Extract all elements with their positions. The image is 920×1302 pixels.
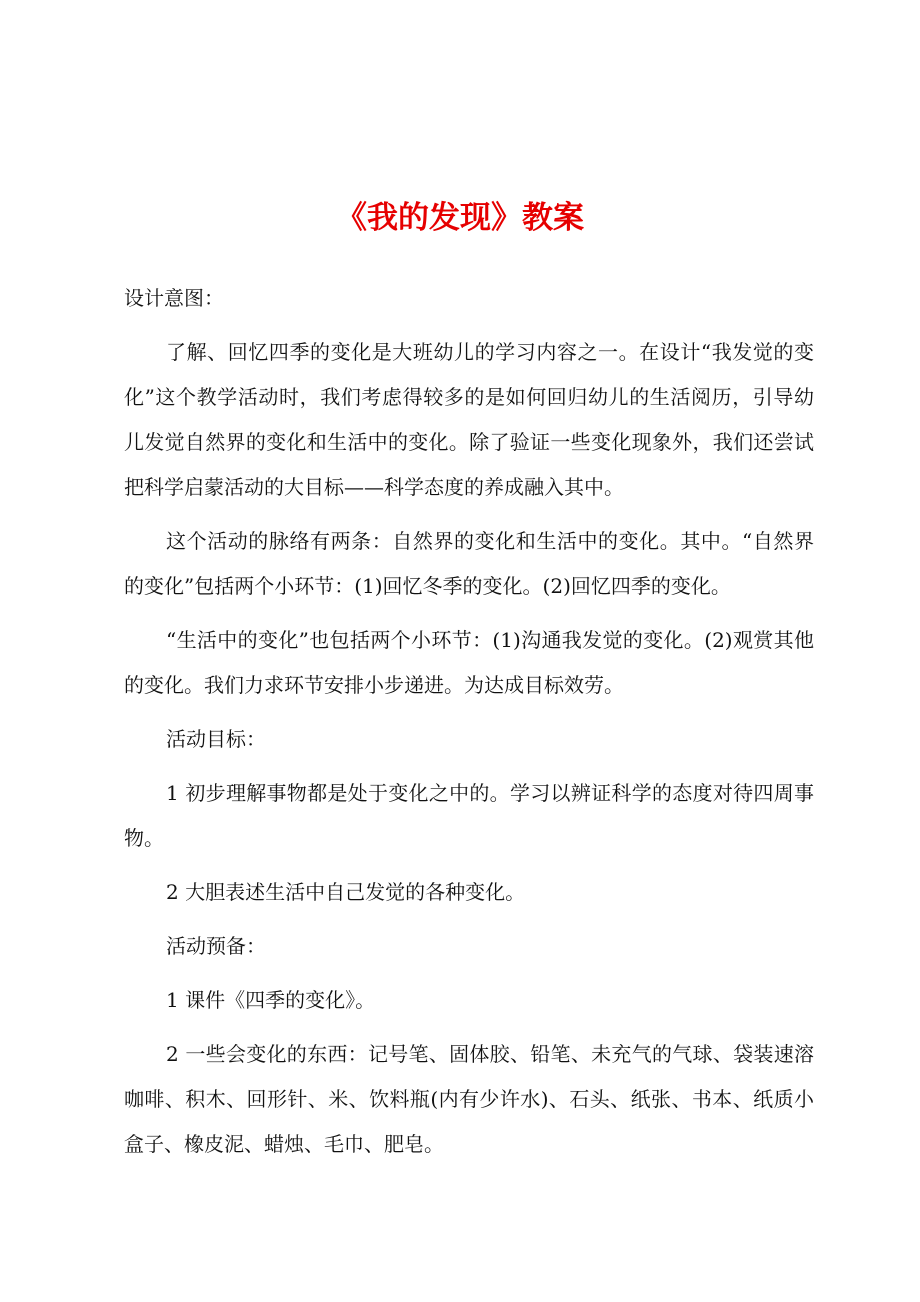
document-body bbox=[124, 276, 814, 1176]
document-title: 《我的发现》教案 bbox=[336, 200, 584, 236]
section-heading-activity-goals: 活动目标： bbox=[166, 727, 266, 751]
preparation-item-1: 1 课件《四季的变化》。 bbox=[166, 988, 376, 1012]
paragraph-design-intent: 了解、回忆四季的变化是大班幼儿的学习内容之一。在设计“我发觉的变化”这个教学活动时，我们考虑得较多的是如何回归幼儿的生活阅历，引导幼儿发觉自然界的变化和生活中的变化。除了验证一些变化现象外，我们还尝试把科学启蒙活动的大目标——科学态度的养成融入其中。 bbox=[124, 340, 814, 499]
paragraph-activity-structure: 这个活动的脉络有两条：自然界的变化和生活中的变化。其中。“自然界的变化”包括两个小环节：(1)回忆冬季的变化。(2)回忆四季的变化。 bbox=[124, 529, 814, 598]
paragraph-life-changes: “生活中的变化”也包括两个小环节：(1)沟通我发觉的变化。(2)观赏其他的变化。我们力求环节安排小步递进。为达成目标效劳。 bbox=[124, 628, 814, 697]
preparation-item-2: 2 一些会变化的东西：记号笔、固体胶、铅笔、未充气的气球、袋装速溶咖啡、积木、回形针、米、饮料瓶(内有少许水)、石头、纸张、书本、纸质小盒子、橡皮泥、蜡烛、毛巾、肥皂。 bbox=[124, 1042, 814, 1156]
section-heading-activity-preparation: 活动预备： bbox=[166, 934, 266, 958]
goal-item-2: 2 大胆表述生活中自己发觉的各种变化。 bbox=[166, 880, 526, 904]
section-heading-design-intent: 设计意图： bbox=[124, 286, 224, 310]
goal-item-1: 1 初步理解事物都是处于变化之中的。学习以辨证科学的态度对待四周事物。 bbox=[124, 781, 814, 850]
